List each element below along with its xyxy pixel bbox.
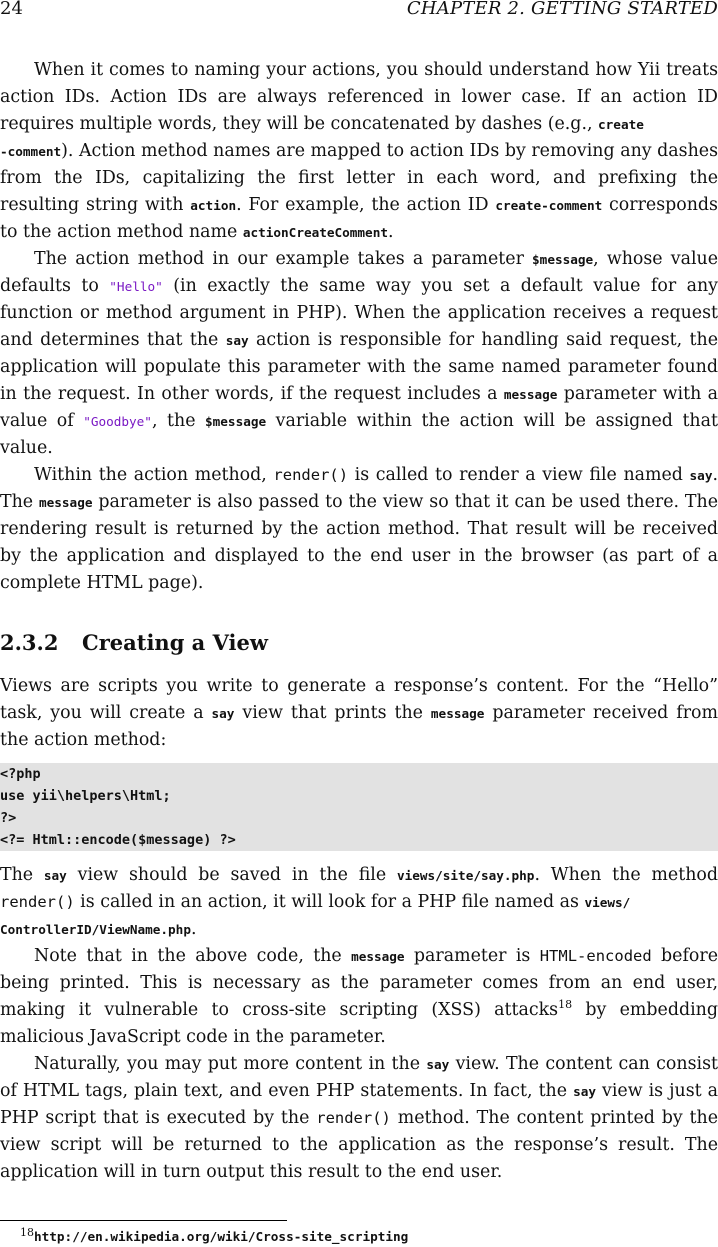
section-heading	[0, 628, 718, 658]
code-line: use yii\helpers\Html;	[0, 788, 171, 804]
paragraph-action-parameter: The action method in our example takes a parameter $message, whose value defaults to "Hello" (in exactly the same way you set a default value for any function or method argument in PHP). When the application receives a request and determines that the say action is responsible for handling said request, the application will populate this parameter with the same named parameter found in the request. In other words, if the request includes a message parameter with a value of "Goodbye", the $message variable within the action will be assigned that value.	[0, 249, 718, 458]
footnote-marker: 18	[20, 1226, 34, 1239]
paragraph-html-encode: Note that in the above code, the message parameter is HTML-encoded before being printed. This is necessary as the parameter comes from an end user, making it vulnerable to cross-site scripting (XSS) attacks$^{18}$ by embedding malicious JavaScript code in the parameter.	[0, 946, 718, 1047]
code-line: <?php	[0, 766, 41, 782]
paragraph-views-intro: Views are scripts you write to generate a response’s content. For the “Hello” task, you will create a say view that prints the message parameter received from the action method:	[0, 676, 718, 750]
paragraph-action-ids: When it comes to naming your actions, you should understand how Yii treats action IDs. Action IDs are always referenced in lower case. If an action ID requires multiple words, they will be concatenated by dashes (e.g., create -comment). Action method names are mapped to action IDs by removing any dashes from the IDs, capitalizing the first letter in each word, and prefixing the resulting string with action. For example, the action ID create-comment corresponds to the action method name actionCreateComment.	[0, 60, 718, 242]
paragraph-more-content: Naturally, you may put more content in the say view. The content can consist of HTML tags, plain text, and even PHP statements. In fact, the say view is just a PHP script that is executed by the render() method. The content printed by the view script will be returned to the application as the response’s result. The application will in turn output this result to the end user.	[0, 1054, 718, 1182]
paragraph-render-call: Within the action method, render() is called to render a view file named say. The message parameter is also passed to the view so that it can be used there. The rendering result is returned by the action method. That result will be received by the application and displayed to the end user in the browser (as part of a complete HTML page).	[0, 465, 718, 593]
footnote-divider	[0, 1220, 287, 1221]
section-number: 2.3.2	[0, 630, 59, 655]
footnote-link[interactable]: http://en.wikipedia.org/wiki/Cross-site_scripting	[34, 1229, 409, 1244]
code-line: ?>	[0, 810, 17, 826]
footnote-reference[interactable]: 18	[558, 998, 573, 1012]
running-header	[0, 0, 718, 22]
code-line: <?= Html::encode($message) ?>	[0, 832, 236, 848]
page-number: 24	[0, 0, 23, 19]
chapter-title: CHAPTER 2. GETTING STARTED	[406, 0, 718, 19]
section-title: Creating a View	[82, 630, 268, 655]
footnote	[0, 1226, 408, 1247]
code-block	[0, 763, 718, 851]
paragraph-save-view: The say view should be saved in the file views/site/say.php. When the method render() is called in an action, it will look for a PHP file named as views/ ControllerID/ViewName.php.	[0, 865, 718, 939]
